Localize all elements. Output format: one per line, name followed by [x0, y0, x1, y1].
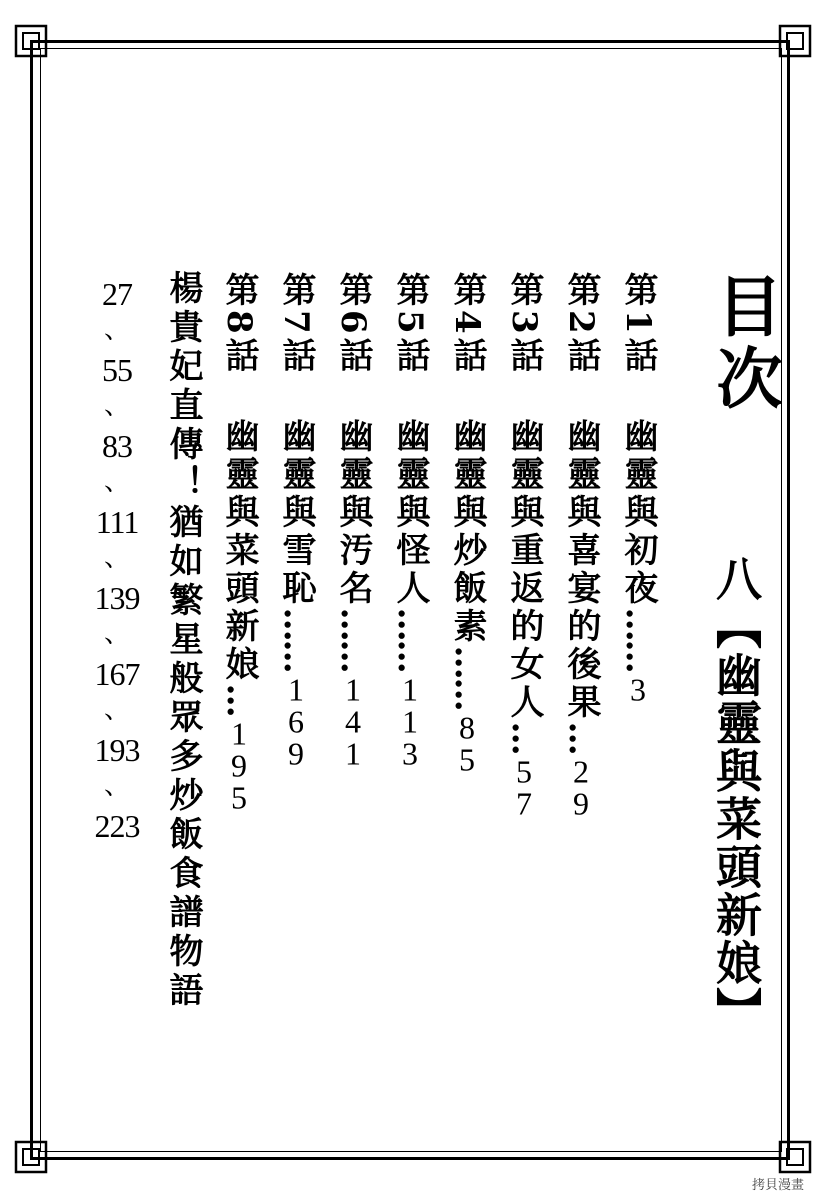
chapter-title: 幽靈與重返的女人	[504, 417, 544, 722]
extra-page-number[interactable]: 139	[94, 580, 140, 616]
chapter-label: 第1話	[618, 272, 658, 376]
leader-dots: ……	[390, 607, 430, 672]
chapter-label: 第2話	[561, 272, 601, 376]
toc-entry[interactable]	[325, 272, 381, 768]
toc-entry[interactable]	[211, 272, 267, 812]
separator: 、	[103, 391, 130, 420]
chapter-label: 第4話	[447, 272, 487, 376]
leader-dots: ……	[333, 607, 373, 672]
leader-dots: ……	[618, 607, 658, 672]
extra-page-number[interactable]: 55	[102, 352, 132, 388]
extra-page-number[interactable]: 27	[102, 276, 132, 312]
chapter-page: 29	[563, 753, 599, 818]
toc-entry[interactable]	[268, 272, 324, 768]
leader-dots: …	[561, 721, 601, 754]
extra-page-number[interactable]: 83	[102, 428, 132, 464]
chapter-page: 85	[449, 709, 485, 774]
page-title: 目次	[705, 272, 783, 416]
chapter-title: 幽靈與雪恥	[276, 417, 316, 608]
leader-dots: ……	[276, 607, 316, 672]
chapter-label: 第6話	[333, 272, 373, 376]
chapter-page: 3	[620, 671, 656, 704]
chapter-title: 幽靈與菜頭新娘	[219, 417, 259, 684]
chapter-title: 幽靈與喜宴的後果	[561, 417, 601, 722]
leader-dots: …	[219, 683, 259, 716]
corner-ornament-bottom-right	[778, 1140, 812, 1174]
chapter-title: 幽靈與炒飯素	[447, 417, 487, 646]
chapter-label: 第5話	[390, 272, 430, 376]
chapter-page: 195	[221, 715, 257, 812]
chapter-page: 169	[278, 671, 314, 768]
separator: 、	[103, 771, 130, 800]
leader-dots: ……	[447, 645, 487, 710]
chapter-label: 第7話	[276, 272, 316, 376]
chapter-label: 第3話	[504, 272, 544, 376]
chapter-title: 幽靈與初夜	[618, 417, 658, 608]
extra-page-number[interactable]: 223	[94, 808, 140, 844]
chapter-page: 141	[335, 671, 371, 768]
separator: 、	[103, 695, 130, 724]
separator: 、	[103, 619, 130, 648]
chapter-title: 幽靈與怪人	[390, 417, 430, 608]
corner-ornament-top-right	[778, 24, 812, 58]
separator: 、	[103, 467, 130, 496]
toc-entry[interactable]	[382, 272, 438, 768]
extra-page-number[interactable]: 167	[94, 656, 140, 692]
separator: 、	[103, 315, 130, 344]
chapter-title: 幽靈與汚名	[333, 417, 373, 608]
extra-page-number[interactable]: 193	[94, 732, 140, 768]
extra-section-title[interactable]: 楊貴妃直傳！猶如繁星般眾多炒飯食譜物語	[163, 270, 203, 1011]
toc-entry[interactable]	[439, 272, 495, 774]
corner-ornament-bottom-left	[14, 1140, 48, 1174]
extra-page-list	[92, 276, 142, 852]
watermark: 拷貝漫畫	[752, 1178, 805, 1193]
corner-ornament-top-left	[14, 24, 48, 58]
toc-entry[interactable]	[610, 272, 666, 704]
toc-entry[interactable]	[553, 272, 609, 818]
leader-dots: …	[504, 721, 544, 754]
toc-entry[interactable]	[496, 272, 552, 818]
chapter-page: 113	[392, 671, 428, 768]
extra-page-number[interactable]: 111	[95, 504, 139, 540]
chapter-page: 57	[506, 753, 542, 818]
separator: 、	[103, 543, 130, 572]
chapter-label: 第8話	[219, 272, 259, 376]
volume-title: 八【幽靈與菜頭新娘】	[709, 555, 763, 1035]
